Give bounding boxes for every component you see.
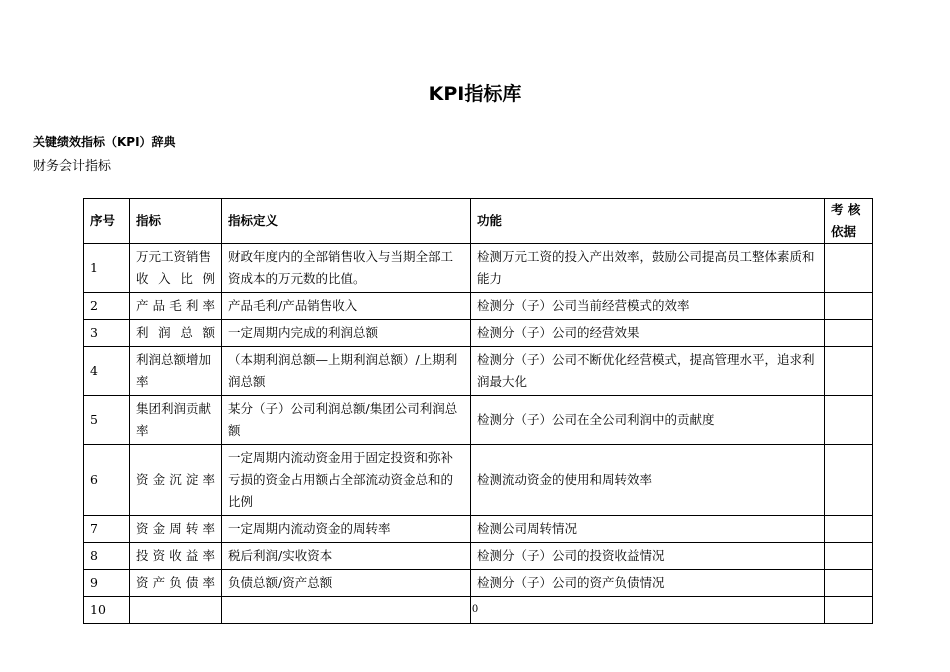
cell-indicator: 资金周转率: [130, 516, 222, 543]
cell-function: 检测分（子）公司在全公司利润中的贡献度: [471, 396, 825, 445]
cell-definition: 税后利润/实收资本: [222, 543, 471, 570]
dictionary-subtitle: 关键绩效指标（KPI）辞典: [33, 135, 176, 149]
kpi-table: [83, 198, 873, 624]
cell-no: 5: [84, 396, 130, 445]
column-header-no: 序号: [84, 199, 130, 244]
table-row: [84, 445, 873, 516]
cell-definition: 一定周期内流动资金用于固定投资和弥补亏损的资金占用额占全部流动资金总和的比例: [222, 445, 471, 516]
cell-indicator: 利润总额增加率: [130, 347, 222, 396]
cell-function: 检测分（子）公司的资产负债情况: [471, 570, 825, 597]
column-header-function: 功能: [471, 199, 825, 244]
table-header-row: [84, 199, 873, 244]
cell-indicator: 万元工资销售收入比例: [130, 244, 222, 293]
cell-basis: [825, 244, 873, 293]
cell-basis: [825, 543, 873, 570]
cell-indicator: 资产负债率: [130, 570, 222, 597]
cell-definition: 负债总额/资产总额: [222, 570, 471, 597]
cell-no: 10: [84, 597, 130, 624]
cell-function: 检测公司周转情况: [471, 516, 825, 543]
cell-function: 检测流动资金的使用和周转效率: [471, 445, 825, 516]
table-row: [84, 570, 873, 597]
cell-basis: [825, 570, 873, 597]
cell-definition: 某分（子）公司利润总额/集团公司利润总额: [222, 396, 471, 445]
section-heading: 财务会计指标: [33, 159, 112, 174]
cell-basis: [825, 320, 873, 347]
table-row: [84, 293, 873, 320]
cell-no: 8: [84, 543, 130, 570]
cell-indicator: 产品毛利率: [130, 293, 222, 320]
column-header-indicator: 指标: [130, 199, 222, 244]
cell-basis: [825, 516, 873, 543]
table-row: [84, 244, 873, 293]
cell-indicator: 利润总额: [130, 320, 222, 347]
cell-no: 9: [84, 570, 130, 597]
cell-indicator: 投资收益率: [130, 543, 222, 570]
cell-definition: 财政年度内的全部销售收入与当期全部工资成本的万元数的比值。: [222, 244, 471, 293]
cell-function: 检测万元工资的投入产出效率，鼓励公司提高员工整体素质和能力: [471, 244, 825, 293]
cell-function: 检测分（子）公司当前经营模式的效率: [471, 293, 825, 320]
table-row: [84, 320, 873, 347]
cell-function: 检测分（子）公司的经营效果: [471, 320, 825, 347]
page-number: 0: [471, 604, 479, 615]
cell-no: 3: [84, 320, 130, 347]
cell-definition: （本期利润总额—上期利润总额）/上期利润总额: [222, 347, 471, 396]
cell-function: 检测分（子）公司不断优化经营模式，提高管理水平，追求利润最大化: [471, 347, 825, 396]
table-row: [84, 347, 873, 396]
cell-no: 6: [84, 445, 130, 516]
cell-definition: 产品毛利/产品销售收入: [222, 293, 471, 320]
cell-no: 7: [84, 516, 130, 543]
column-header-definition: 指标定义: [222, 199, 471, 244]
cell-indicator: 资金沉淀率: [130, 445, 222, 516]
table-row: [84, 396, 873, 445]
cell-no: 2: [84, 293, 130, 320]
table-row: [84, 516, 873, 543]
cell-definition: 一定周期内流动资金的周转率: [222, 516, 471, 543]
cell-indicator: 集团利润贡献率: [130, 396, 222, 445]
cell-basis: [825, 293, 873, 320]
cell-function: 检测分（子）公司的投资收益情况: [471, 543, 825, 570]
cell-no: 1: [84, 244, 130, 293]
cell-basis: [825, 445, 873, 516]
table-row: [84, 543, 873, 570]
cell-basis: [825, 396, 873, 445]
cell-no: 4: [84, 347, 130, 396]
cell-basis: [825, 347, 873, 396]
column-header-basis: 考 核 依据: [825, 199, 873, 244]
page-title: KPI指标库: [428, 83, 522, 105]
cell-definition: 一定周期内完成的利润总额: [222, 320, 471, 347]
